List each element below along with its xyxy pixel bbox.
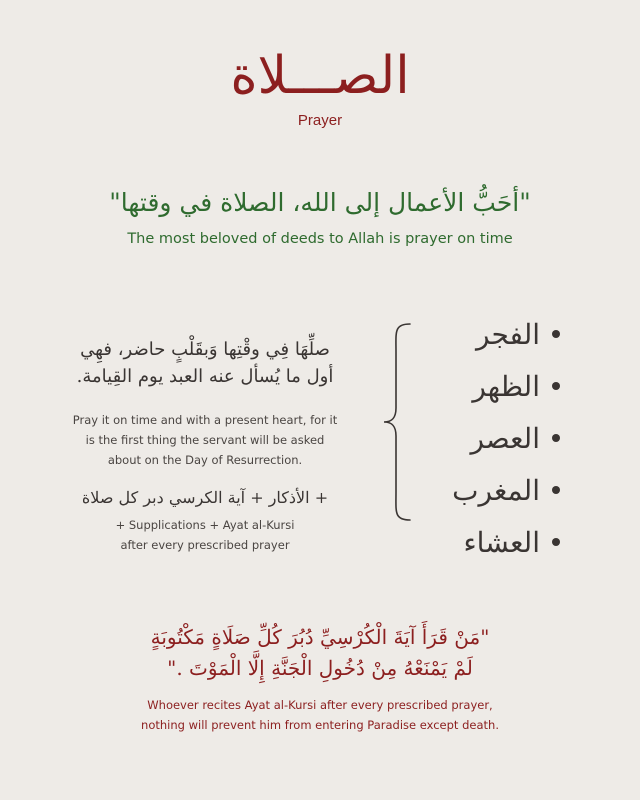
prayer-name: الظهر — [472, 369, 540, 403]
quote-arabic — [60, 622, 580, 684]
prayer-item-dhuhr — [420, 360, 560, 412]
description-english — [50, 410, 360, 470]
quote-english-line: nothing will prevent him from entering Paradise except death. — [141, 717, 499, 732]
description-english-line: is the first thing the servant will be asked — [85, 433, 325, 448]
bullet-icon — [552, 330, 560, 338]
page-title-arabic: الصـــلاة — [230, 46, 410, 106]
prayer-name: العشاء — [463, 525, 540, 559]
curly-brace-icon — [382, 322, 412, 522]
bullet-icon — [552, 486, 560, 494]
bullet-icon — [552, 434, 560, 442]
prayer-name: الفجر — [476, 317, 540, 351]
prayer-item-fajr — [420, 308, 560, 360]
prayer-item-isha — [420, 516, 560, 568]
description-arabic-line: أول ما يُسأل عنه العبد يوم القِيامة. — [76, 366, 334, 387]
quote-arabic-line: لَمْ يَمْنَعْهُ مِنْ دُخُولِ الْجَنَّةِ إِلَّا الْمَوْتَ ." — [167, 656, 473, 680]
adhkar-english — [50, 515, 360, 555]
adhkar-arabic: + الأذكار + آية الكرسي دبر كل صلاة — [81, 488, 329, 507]
page-title-english: Prayer — [297, 112, 343, 129]
hadith-english: The most beloved of deeds to Allah is prayer on time — [127, 231, 513, 247]
bullet-icon — [552, 538, 560, 546]
adhkar-english-line: after every prescribed prayer — [120, 538, 290, 553]
prayer-name: العصر — [470, 421, 540, 455]
prayer-name: المغرب — [452, 473, 540, 507]
description-arabic-line: صلِّهَا فِي وقْتِها وَبقَلْبٍ حاضر، فهِي — [80, 339, 330, 360]
adhkar-english-line: + Supplications + Ayat al-Kursi — [115, 518, 295, 532]
bullet-icon — [552, 382, 560, 390]
hadith-arabic: "أحَبُّ الأعمال إلى الله، الصلاة في وقتها" — [109, 188, 531, 217]
quote-arabic-line: "مَنْ قَرَأَ آيَةَ الْكُرْسِيِّ دُبُرَ كُلِّ صَلَاةٍ مَكْتُوبَةٍ — [150, 625, 490, 649]
prayer-list — [420, 308, 560, 568]
description-english-line: about on the Day of Resurrection. — [107, 453, 303, 468]
description-english-line: Pray it on time and with a present heart, for it — [72, 413, 338, 427]
quote-english — [40, 696, 600, 735]
prayer-item-maghrib — [420, 464, 560, 516]
description-arabic — [40, 336, 370, 390]
prayer-item-asr — [420, 412, 560, 464]
quote-english-line: Whoever recites Ayat al-Kursi after every prescribed prayer, — [147, 698, 493, 712]
